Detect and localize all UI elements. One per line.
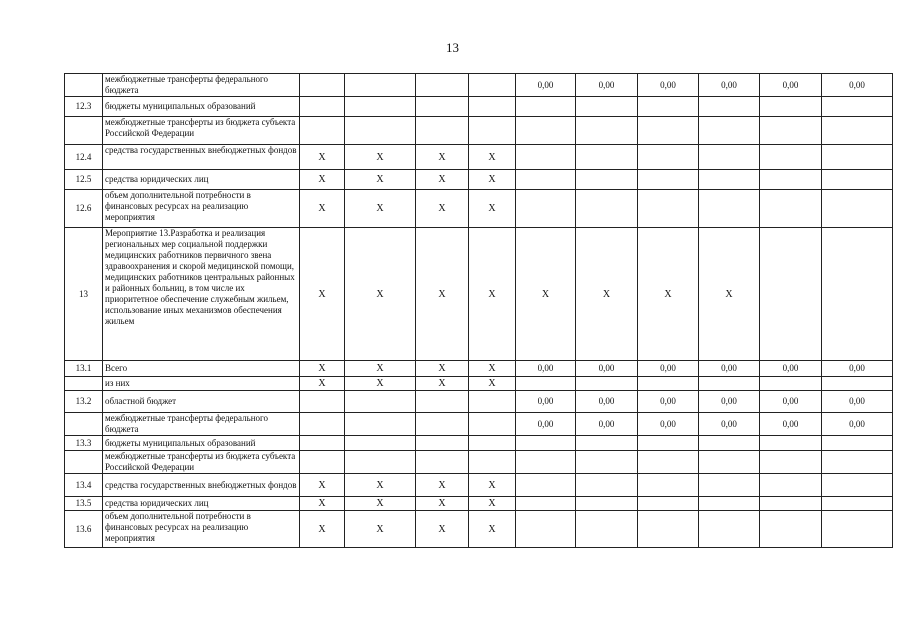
value-cell: 0,00: [699, 361, 760, 377]
mark-cell: [345, 451, 416, 474]
value-cell: [516, 497, 576, 511]
mark-cell: [469, 413, 516, 436]
row-number: 13.1: [65, 361, 103, 377]
value-cell: [638, 145, 699, 170]
row-number: 12.5: [65, 170, 103, 190]
mark-cell: [469, 451, 516, 474]
mark-cell: X: [416, 377, 469, 391]
row-number: 12.3: [65, 97, 103, 117]
mark-cell: X: [345, 474, 416, 497]
value-cell: [822, 451, 893, 474]
mark-cell: X: [469, 377, 516, 391]
mark-cell: X: [300, 145, 345, 170]
row-number: [65, 451, 103, 474]
row-number: [65, 413, 103, 436]
value-cell: [638, 117, 699, 145]
value-cell: 0,00: [822, 391, 893, 413]
mark-cell: [469, 391, 516, 413]
mark-cell: [345, 391, 416, 413]
mark-cell: X: [300, 377, 345, 391]
mark-cell: X: [345, 228, 416, 361]
value-cell: [576, 170, 638, 190]
mark-cell: [345, 97, 416, 117]
mark-cell: X: [300, 497, 345, 511]
value-cell: 0,00: [699, 74, 760, 97]
value-cell: [516, 190, 576, 228]
value-cell: [760, 497, 822, 511]
table-row: [65, 474, 893, 497]
value-cell: [516, 97, 576, 117]
mark-cell: X: [416, 497, 469, 511]
row-description: областной бюджет: [103, 391, 300, 413]
value-cell: [822, 117, 893, 145]
mark-cell: X: [469, 497, 516, 511]
row-description: бюджеты муниципальных образований: [103, 436, 300, 451]
value-cell: [516, 377, 576, 391]
row-number: 13.4: [65, 474, 103, 497]
mark-cell: [416, 451, 469, 474]
row-number: 13.3: [65, 436, 103, 451]
value-cell: [699, 474, 760, 497]
table-row: [65, 190, 893, 228]
value-cell: [822, 436, 893, 451]
value-cell: 0,00: [760, 413, 822, 436]
mark-cell: X: [345, 377, 416, 391]
mark-cell: X: [416, 361, 469, 377]
mark-cell: X: [300, 170, 345, 190]
value-cell: [699, 190, 760, 228]
value-cell: [822, 377, 893, 391]
mark-cell: X: [300, 361, 345, 377]
mark-cell: X: [469, 474, 516, 497]
value-cell: 0,00: [516, 391, 576, 413]
value-cell: [638, 97, 699, 117]
value-cell: [516, 117, 576, 145]
mark-cell: X: [300, 474, 345, 497]
value-cell: [760, 170, 822, 190]
value-cell: [760, 377, 822, 391]
value-cell: [638, 436, 699, 451]
row-number: 12.4: [65, 145, 103, 170]
mark-cell: X: [345, 511, 416, 548]
mark-cell: X: [345, 190, 416, 228]
value-cell: 0,00: [822, 74, 893, 97]
table-row: [65, 511, 893, 548]
table-row: [65, 117, 893, 145]
value-cell: [822, 511, 893, 548]
value-cell: [638, 451, 699, 474]
mark-cell: X: [416, 474, 469, 497]
value-cell: 0,00: [576, 413, 638, 436]
mark-cell: [345, 413, 416, 436]
mark-cell: X: [345, 145, 416, 170]
mark-cell: [300, 451, 345, 474]
mark-cell: X: [416, 145, 469, 170]
row-number: 13.5: [65, 497, 103, 511]
mark-cell: X: [416, 228, 469, 361]
value-cell: [516, 511, 576, 548]
value-cell: [638, 497, 699, 511]
value-cell: [699, 97, 760, 117]
value-cell: 0,00: [516, 413, 576, 436]
value-cell: [699, 145, 760, 170]
value-cell: [576, 511, 638, 548]
table-row: [65, 377, 893, 391]
mark-cell: X: [469, 511, 516, 548]
page-number: 13: [446, 40, 459, 55]
value-cell: 0,00: [576, 74, 638, 97]
table-row: [65, 451, 893, 474]
mark-cell: X: [416, 190, 469, 228]
value-cell: [760, 190, 822, 228]
value-cell: 0,00: [576, 391, 638, 413]
mark-cell: [345, 74, 416, 97]
mark-cell: [469, 436, 516, 451]
value-cell: 0,00: [638, 391, 699, 413]
value-cell: [638, 377, 699, 391]
row-number: 12.6: [65, 190, 103, 228]
mark-cell: X: [638, 228, 699, 361]
table-row: [65, 361, 893, 377]
value-cell: 0,00: [638, 413, 699, 436]
mark-cell: X: [416, 511, 469, 548]
value-cell: [822, 228, 893, 361]
mark-cell: X: [416, 170, 469, 190]
value-cell: [760, 228, 822, 361]
value-cell: 0,00: [576, 361, 638, 377]
value-cell: 0,00: [638, 361, 699, 377]
row-description: из них: [103, 377, 300, 391]
value-cell: [638, 511, 699, 548]
mark-cell: [416, 97, 469, 117]
budget-table: [64, 73, 893, 548]
row-description: межбюджетные трансферты из бюджета субъекта Российской Федерации: [103, 117, 300, 145]
value-cell: [576, 474, 638, 497]
value-cell: [760, 474, 822, 497]
value-cell: [576, 377, 638, 391]
value-cell: [699, 377, 760, 391]
table-row: [65, 170, 893, 190]
value-cell: [699, 117, 760, 145]
table-row: [65, 436, 893, 451]
row-number: 13.2: [65, 391, 103, 413]
row-description: межбюджетные трансферты из бюджета субъекта Российской Федерации: [103, 451, 300, 474]
value-cell: [576, 97, 638, 117]
value-cell: [638, 474, 699, 497]
mark-cell: [345, 117, 416, 145]
value-cell: [699, 451, 760, 474]
mark-cell: X: [469, 170, 516, 190]
row-description: объем дополнительной потребности в финансовых ресурсах на реализацию мероприятия: [103, 511, 300, 548]
mark-cell: X: [300, 228, 345, 361]
value-cell: [576, 190, 638, 228]
mark-cell: X: [345, 170, 416, 190]
value-cell: [699, 436, 760, 451]
row-description: Всего: [103, 361, 300, 377]
value-cell: 0,00: [822, 413, 893, 436]
value-cell: 0,00: [760, 391, 822, 413]
value-cell: [822, 190, 893, 228]
row-number: 13.6: [65, 511, 103, 548]
mark-cell: [469, 97, 516, 117]
value-cell: [638, 170, 699, 190]
value-cell: [516, 474, 576, 497]
table-row: [65, 145, 893, 170]
table-row: [65, 228, 893, 361]
mark-cell: X: [516, 228, 576, 361]
mark-cell: X: [469, 361, 516, 377]
value-cell: [576, 145, 638, 170]
value-cell: [576, 451, 638, 474]
mark-cell: [469, 74, 516, 97]
row-number: [65, 117, 103, 145]
value-cell: [760, 436, 822, 451]
value-cell: [822, 474, 893, 497]
row-description: Мероприятие 13.Разработка и реализация региональных мер социальной поддержки медицинских работников первичного звена здравоохранения и скорой медицинской помощи, медицинских работников центральных районных и районных больниц, в том числе их приоритетное обеспечение служебным жильем, использование иных механизмов обеспечения жильем: [103, 228, 300, 361]
value-cell: [760, 511, 822, 548]
mark-cell: X: [345, 361, 416, 377]
mark-cell: [345, 436, 416, 451]
value-cell: [576, 436, 638, 451]
value-cell: [822, 170, 893, 190]
value-cell: [638, 190, 699, 228]
value-cell: [822, 497, 893, 511]
value-cell: [516, 436, 576, 451]
value-cell: 0,00: [699, 413, 760, 436]
row-number: [65, 74, 103, 97]
mark-cell: [469, 117, 516, 145]
row-description: межбюджетные трансферты федерального бюджета: [103, 74, 300, 97]
value-cell: [760, 451, 822, 474]
value-cell: [576, 117, 638, 145]
mark-cell: [300, 97, 345, 117]
mark-cell: X: [469, 190, 516, 228]
row-description: средства государственных внебюджетных фондов: [103, 474, 300, 497]
mark-cell: X: [469, 228, 516, 361]
value-cell: [699, 170, 760, 190]
mark-cell: [300, 74, 345, 97]
value-cell: [699, 497, 760, 511]
mark-cell: [416, 391, 469, 413]
mark-cell: [416, 117, 469, 145]
mark-cell: [416, 413, 469, 436]
value-cell: 0,00: [516, 361, 576, 377]
table-row: [65, 74, 893, 97]
row-description: средства юридических лиц: [103, 497, 300, 511]
mark-cell: [300, 391, 345, 413]
mark-cell: [300, 117, 345, 145]
value-cell: 0,00: [699, 391, 760, 413]
mark-cell: [416, 436, 469, 451]
mark-cell: [300, 436, 345, 451]
mark-cell: X: [699, 228, 760, 361]
row-number: [65, 377, 103, 391]
table-row: [65, 497, 893, 511]
value-cell: [699, 511, 760, 548]
mark-cell: X: [576, 228, 638, 361]
mark-cell: X: [469, 145, 516, 170]
value-cell: [760, 117, 822, 145]
value-cell: [516, 451, 576, 474]
row-description: средства государственных внебюджетных фондов: [103, 145, 300, 170]
mark-cell: X: [300, 511, 345, 548]
row-description: межбюджетные трансферты федерального бюджета: [103, 413, 300, 436]
value-cell: 0,00: [760, 74, 822, 97]
table-row: [65, 391, 893, 413]
table-row: [65, 413, 893, 436]
value-cell: 0,00: [822, 361, 893, 377]
value-cell: 0,00: [760, 361, 822, 377]
value-cell: [576, 497, 638, 511]
value-cell: [516, 170, 576, 190]
row-description: бюджеты муниципальных образований: [103, 97, 300, 117]
value-cell: [822, 97, 893, 117]
value-cell: [760, 97, 822, 117]
value-cell: 0,00: [638, 74, 699, 97]
value-cell: 0,00: [516, 74, 576, 97]
table-row: [65, 97, 893, 117]
value-cell: [516, 145, 576, 170]
mark-cell: [300, 413, 345, 436]
mark-cell: X: [345, 497, 416, 511]
mark-cell: X: [300, 190, 345, 228]
row-description: объем дополнительной потребности в финансовых ресурсах на реализацию мероприятия: [103, 190, 300, 228]
row-description: средства юридических лиц: [103, 170, 300, 190]
value-cell: [822, 145, 893, 170]
mark-cell: [416, 74, 469, 97]
row-number: 13: [65, 228, 103, 361]
value-cell: [760, 145, 822, 170]
